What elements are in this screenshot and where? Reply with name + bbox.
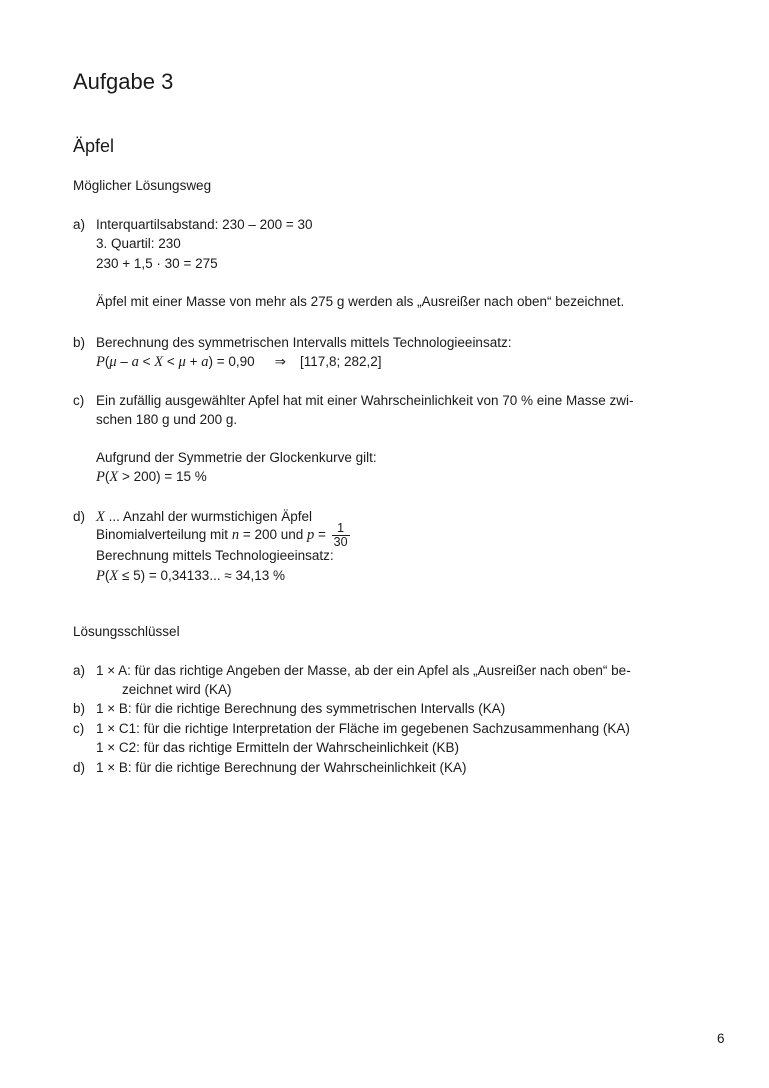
key-c-line2: 1 × C2: für das richtige Ermitteln der Wahrscheinlichkeit (KB) <box>96 740 460 755</box>
key-label-c: c) <box>73 721 85 736</box>
formula-symbol: a <box>131 354 139 370</box>
solution-c-line3: Aufgrund der Symmetrie der Glockenkurve gilt: <box>96 450 377 465</box>
formula-text: + <box>185 354 202 369</box>
item-label-a: a) <box>73 217 86 232</box>
key-heading: Lösungsschlüssel <box>73 624 180 639</box>
formula-text: < <box>138 354 155 369</box>
key-c-line1: 1 × C1: für die richtige Interpretation der Fläche im gegebenen Sachzusammenhang (KA) <box>96 721 630 736</box>
formula-symbol: a <box>201 354 209 370</box>
fraction-denominator: 30 <box>333 535 348 549</box>
solution-c-line1: Ein zufällig ausgewählter Apfel hat mit einer Wahrscheinlichkeit von 70 % eine Masse zwi- <box>96 393 634 408</box>
solution-heading: Möglicher Lösungsweg <box>73 178 212 193</box>
solution-a-line1: Interquartilsabstand: 230 – 200 = 30 <box>96 217 313 232</box>
item-label-b: b) <box>73 335 86 350</box>
page-number: 6 <box>717 1031 725 1046</box>
item-label-c: c) <box>73 393 85 408</box>
formula-symbol: X <box>154 354 164 370</box>
key-a-line2: zeichnet wird (KA) <box>122 682 232 697</box>
solution-b-formula <box>96 352 382 372</box>
formula-symbol: μ <box>109 354 117 370</box>
formula-symbol: X <box>109 469 119 485</box>
formula-symbol: p <box>307 527 315 544</box>
solution-b-line1: Berechnung des symmetrischen Intervalls mittels Technologieeinsatz: <box>96 335 512 350</box>
key-d-line1: 1 × B: für die richtige Berechnung der Wahrscheinlichkeit (KA) <box>96 760 467 775</box>
solution-d-text: ... Anzahl der wurmstichigen Äpfel <box>104 509 312 524</box>
solution-d-text: = <box>314 527 330 543</box>
solution-d-line2 <box>96 522 350 549</box>
solution-d-text: = 200 und <box>239 527 307 543</box>
solution-a-line2: 3. Quartil: 230 <box>96 236 181 251</box>
key-label-d: d) <box>73 760 86 775</box>
solution-a-line3: 230 + 1,5 · 30 = 275 <box>96 256 218 271</box>
implies-arrow: ⇒ <box>274 354 286 369</box>
section-title: Äpfel <box>73 136 115 156</box>
solution-c-line2: schen 180 g und 200 g. <box>96 412 238 427</box>
item-label-d: d) <box>73 509 86 524</box>
formula-text: ) = 0,90 <box>208 354 255 369</box>
formula-symbol: P <box>96 469 105 485</box>
key-a-line1: 1 × A: für das richtige Angeben der Masse, ab der ein Apfel als „Ausreißer nach oben“ be- <box>96 663 631 678</box>
solution-a-line4: Äpfel mit einer Masse von mehr als 275 g werden als „Ausreißer nach oben“ bezeichnet. <box>96 294 625 309</box>
page-title: Aufgabe 3 <box>73 69 174 94</box>
solution-d-text: Binomialverteilung mit <box>96 527 232 543</box>
formula-symbol: X <box>96 509 105 525</box>
key-b-line1: 1 × B: für die richtige Berechnung des symmetrischen Intervalls (KA) <box>96 701 506 716</box>
formula-text: < <box>163 354 179 369</box>
formula-symbol: P <box>96 568 105 584</box>
formula-symbol: X <box>109 568 119 584</box>
solution-c-formula <box>96 467 207 487</box>
formula-symbol: μ <box>178 354 186 370</box>
fraction-numerator: 1 <box>332 522 350 536</box>
key-label-a: a) <box>73 663 86 678</box>
solution-d-formula <box>96 566 285 586</box>
fraction <box>332 522 350 549</box>
key-label-b: b) <box>73 701 86 716</box>
formula-text: > 200) = 15 % <box>118 469 207 484</box>
formula-text: – <box>116 354 132 369</box>
formula-text: ( <box>104 469 110 484</box>
solution-d-line3: Berechnung mittels Technologieeinsatz: <box>96 548 334 563</box>
formula-symbol: n <box>231 527 240 544</box>
formula-symbol: P <box>96 354 105 370</box>
formula-text: ( <box>104 568 110 583</box>
formula-text: ( <box>104 354 110 369</box>
formula-text: ≤ 5) = 0,34133... ≈ 34,13 % <box>118 568 286 583</box>
formula-interval: [117,8; 282,2] <box>299 354 382 369</box>
